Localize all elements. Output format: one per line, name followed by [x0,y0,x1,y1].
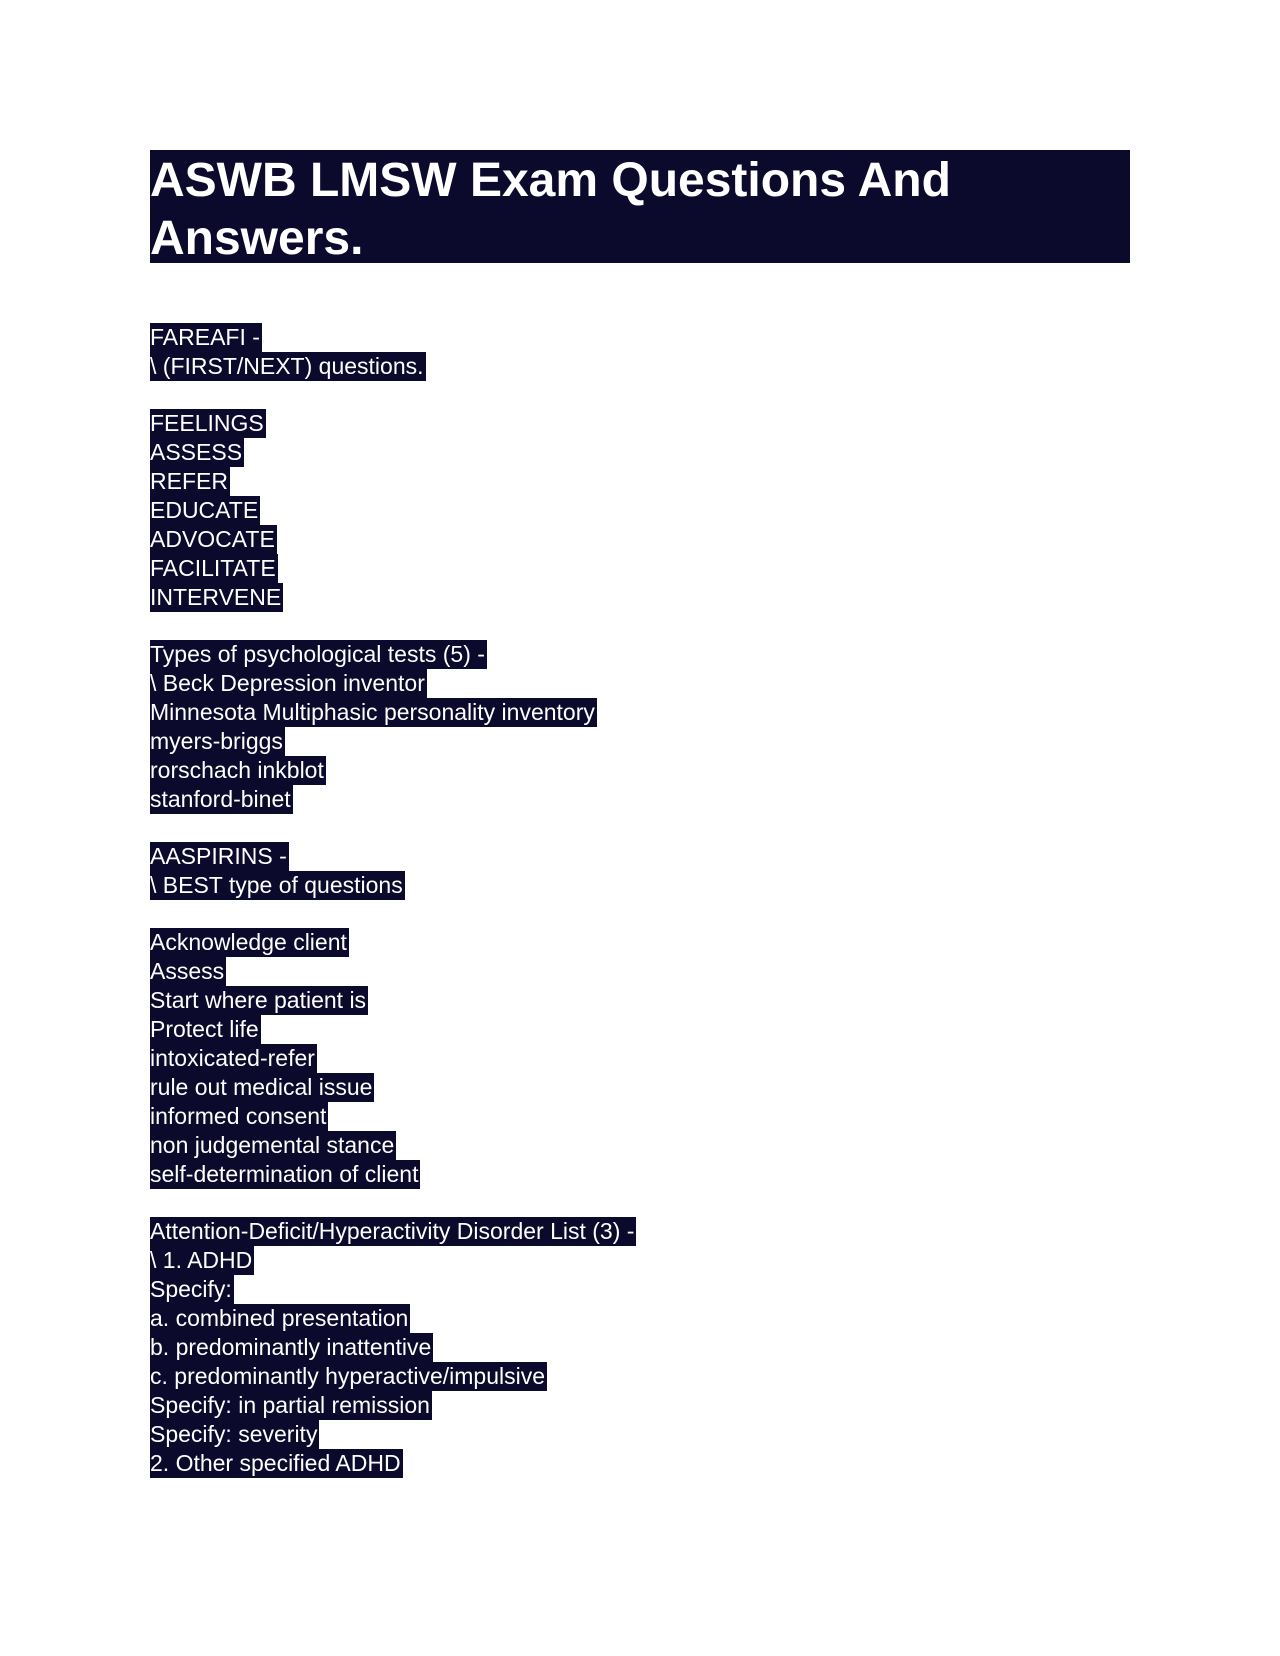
text-line: \ (FIRST/NEXT) questions. [150,353,424,379]
text-line: AASPIRINS - [150,843,287,869]
document-page [150,150,1130,1506]
section-fareafi [150,323,1130,381]
text-line: INTERVENE [150,584,282,610]
text-line: c. predominantly hyperactive/impulsive [150,1363,546,1389]
text-line: a. combined presentation [150,1305,409,1331]
text-line: EDUCATE [150,497,259,523]
text-line: self-determination of client [150,1161,419,1187]
section-adhd [150,1217,1130,1478]
text-line: Types of psychological tests (5) - [150,641,485,667]
text-line: non judgemental stance [150,1132,395,1158]
text-line: Start where patient is [150,987,367,1013]
text-line: FACILITATE [150,555,276,581]
text-line: ADVOCATE [150,526,275,552]
text-line: Protect life [150,1016,259,1042]
text-line: \ BEST type of questions [150,872,403,898]
text-line: Specify: in partial remission [150,1392,430,1418]
text-line: stanford-binet [150,786,291,812]
text-line: Specify: [150,1276,232,1302]
text-line: REFER [150,468,228,494]
text-line: Specify: severity [150,1421,318,1447]
section-aaspirins-list [150,928,1130,1189]
text-line: FEELINGS [150,410,264,436]
text-line: intoxicated-refer [150,1045,315,1071]
text-line: rule out medical issue [150,1074,373,1100]
text-line: ASSESS [150,439,243,465]
text-line: Assess [150,958,225,984]
text-line: Attention-Deficit/Hyperactivity Disorder List (3) - [150,1218,635,1244]
text-line: myers-briggs [150,728,283,754]
text-line: Acknowledge client [150,929,347,955]
section-fareafi-list [150,409,1130,612]
text-line: 2. Other specified ADHD [150,1450,401,1476]
text-line: informed consent [150,1103,327,1129]
section-aaspirins [150,842,1130,900]
document-body [150,323,1130,1478]
text-line: b. predominantly inattentive [150,1334,432,1360]
text-line: Minnesota Multiphasic personality inventory [150,699,595,725]
section-psych-tests [150,640,1130,814]
document-title: ASWB LMSW Exam Questions And Answers. [150,150,1130,263]
text-line: \ Beck Depression inventor [150,670,425,696]
text-line: rorschach inkblot [150,757,324,783]
text-line: FAREAFI - [150,324,260,350]
text-line: \ 1. ADHD [150,1247,253,1273]
